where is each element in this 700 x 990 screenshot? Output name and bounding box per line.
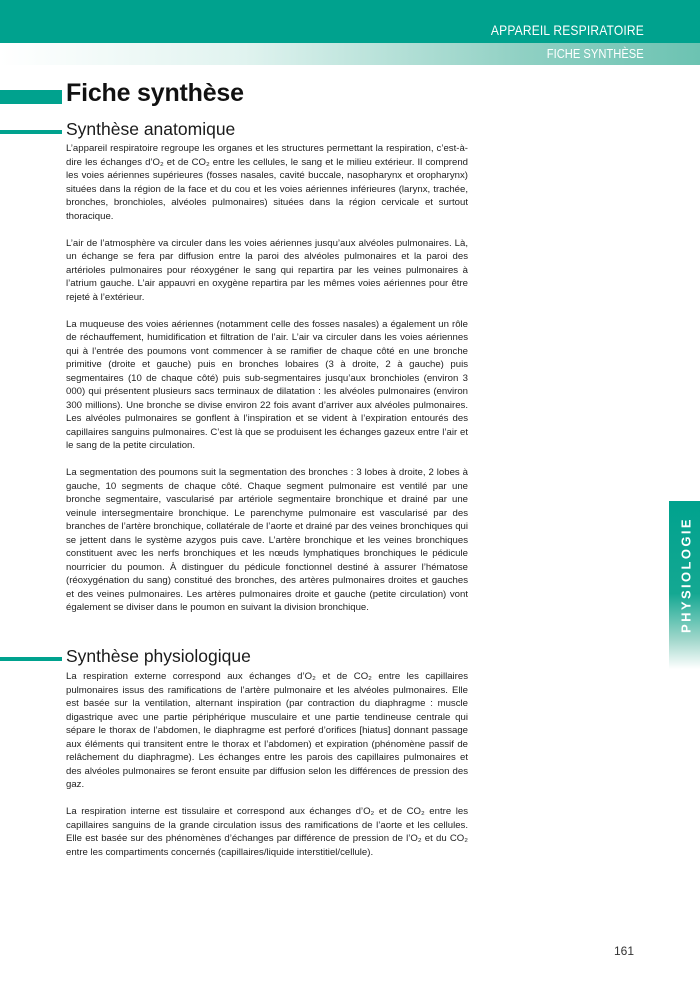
page-title: Fiche synthèse	[66, 79, 244, 107]
section-accent-bar	[0, 657, 62, 661]
section-body-physiologique	[66, 670, 468, 859]
paragraph: La respiration interne est tissulaire et correspond aux échanges d’O₂ et de CO₂ entre les capillaires sanguins de la grande circulation issus des ramifications de l’aorte et les cellules. Elle est basée sur des phénomènes d’échanges par différence de pression de l’O₂ et du CO₂ entre les compartiments concernés (capillaires/liquide interstitiel/cellule).	[66, 806, 468, 858]
section-accent-bar	[0, 130, 62, 134]
side-tab-label: PHYSIOLOGIE	[678, 517, 694, 633]
paragraph: La segmentation des poumons suit la segmentation des bronches : 3 lobes à droite, 2 lobes à gauche, 10 segments de chaque côté. Chaque segment pulmonaire est ventilé par une bronche segmentaire, vascularisé par artériole segmentaire bronchique et drainé par une veinule intersegmentaire bronchique. Le parenchyme pulmonaire est vascularisé par des branches de l’artère bronchique, collatérale de l’aorte et drainé par des veines bronchiques qui se jettent dans le système azygos puis cave. L’artère bronchique et les veines bronchiques constituent avec les nerfs bronchiques et les nœuds lymphatiques bronchiques le pédicule nourricier du poumon. À distinguer du pédicule fonctionnel destiné à assurer l’hématose (réoxygénation du sang) constitué des bronches, des artères pulmonaires droites et gauches et des veines pulmonaires. Les artères pulmonaires droite et gauche (petite circulation) vont également se diviser dans le poumon en suivant la division bronchique.	[66, 467, 468, 613]
header-subsection-title: FICHE SYNTHÈSE	[547, 46, 644, 61]
paragraph: La respiration externe correspond aux échanges d’O₂ et de CO₂ entre les capillaires pulmonaires issus des ramifications de l’artère pulmonaire et les alvéoles pulmonaires. Elle est basée sur la ventilation, alternant inspiration (par contraction du diaphragme : muscle digastrique avec une partie périphérique musculaire et une partie tendineuse centrale qui sépare le thorax de l’abdomen, le diaphragme est perforé d’orifices [hiatus] donnant passage aux éléments qui transitent entre le thorax et l’abdomen) et expiration (phénomène passif de relâchement du diaphragme). Les échanges entre les parois des capillaires pulmonaires et des alvéoles pulmonaires se feront ensuite par diffusion selon les différences de pression des gaz.	[66, 671, 468, 790]
section-title-anatomique: Synthèse anatomique	[66, 119, 236, 139]
section-body-anatomique	[66, 142, 468, 615]
paragraph: L’air de l’atmosphère va circuler dans les voies aériennes jusqu’aux alvéoles pulmonaires. Là, un échange se fera par diffusion entre la paroi des alvéoles pulmonaires et la paroi des artérioles pulmonaires pour réoxygéner le sang qui repartira par les veines pulmonaires à l’atrium gauche. L’air appauvri en oxygène repartira par les mêmes voies aériennes pour être rejeté à l’extérieur.	[66, 237, 468, 303]
paragraph: La muqueuse des voies aériennes (notamment celle des fosses nasales) a également un rôle de réchauffement, humidification et filtration de l’air. L’air va circuler dans les voies aériennes qui à l’entrée des poumons vont commencer à se ramifier de chaque côté en une bronche primitive (droite et gauche) puis en bronches lobaires (3 à droite, 2 à gauche) puis segmentaires (10 de chaque côté) puis sub-segmentaires jusqu’aux bronchioles (environ 3 000) qui présentent plusieurs sacs terminaux de dilatation : les alvéoles pulmonaires (environ 300 millions). Une bronche se divise environ 22 fois avant d’arriver aux alvéoles pulmonaires. Les alvéoles pulmonaires se gonflent à l’inspiration et se vident à l’expiration entourés des capillaires sanguins pulmonaires. C’est là que se produisent les échanges gazeux entre l’air et le sang de la petite circulation.	[66, 318, 468, 451]
header-section-title: APPAREIL RESPIRATOIRE	[490, 22, 644, 38]
paragraph: L’appareil respiratoire regroupe les organes et les structures permettant la respiration, c’est-à-dire les échanges d’O₂ et de CO₂ entre les cellules, le sang et le milieu extérieur. Il comprend les voies aériennes supérieures (fosses nasales, cavité buccale, nasopharynx et oropharynx) situées dans la région de la face et du cou et les voies aériennes inférieures (larynx, trachée, bronches, bronchioles, alvéoles pulmonaires) situées dans la région cervicale et surtout thoracique.	[66, 143, 468, 222]
page-number: 161	[614, 944, 635, 958]
section-title-physiologique: Synthèse physiologique	[66, 646, 251, 666]
title-accent-bar	[0, 90, 62, 104]
